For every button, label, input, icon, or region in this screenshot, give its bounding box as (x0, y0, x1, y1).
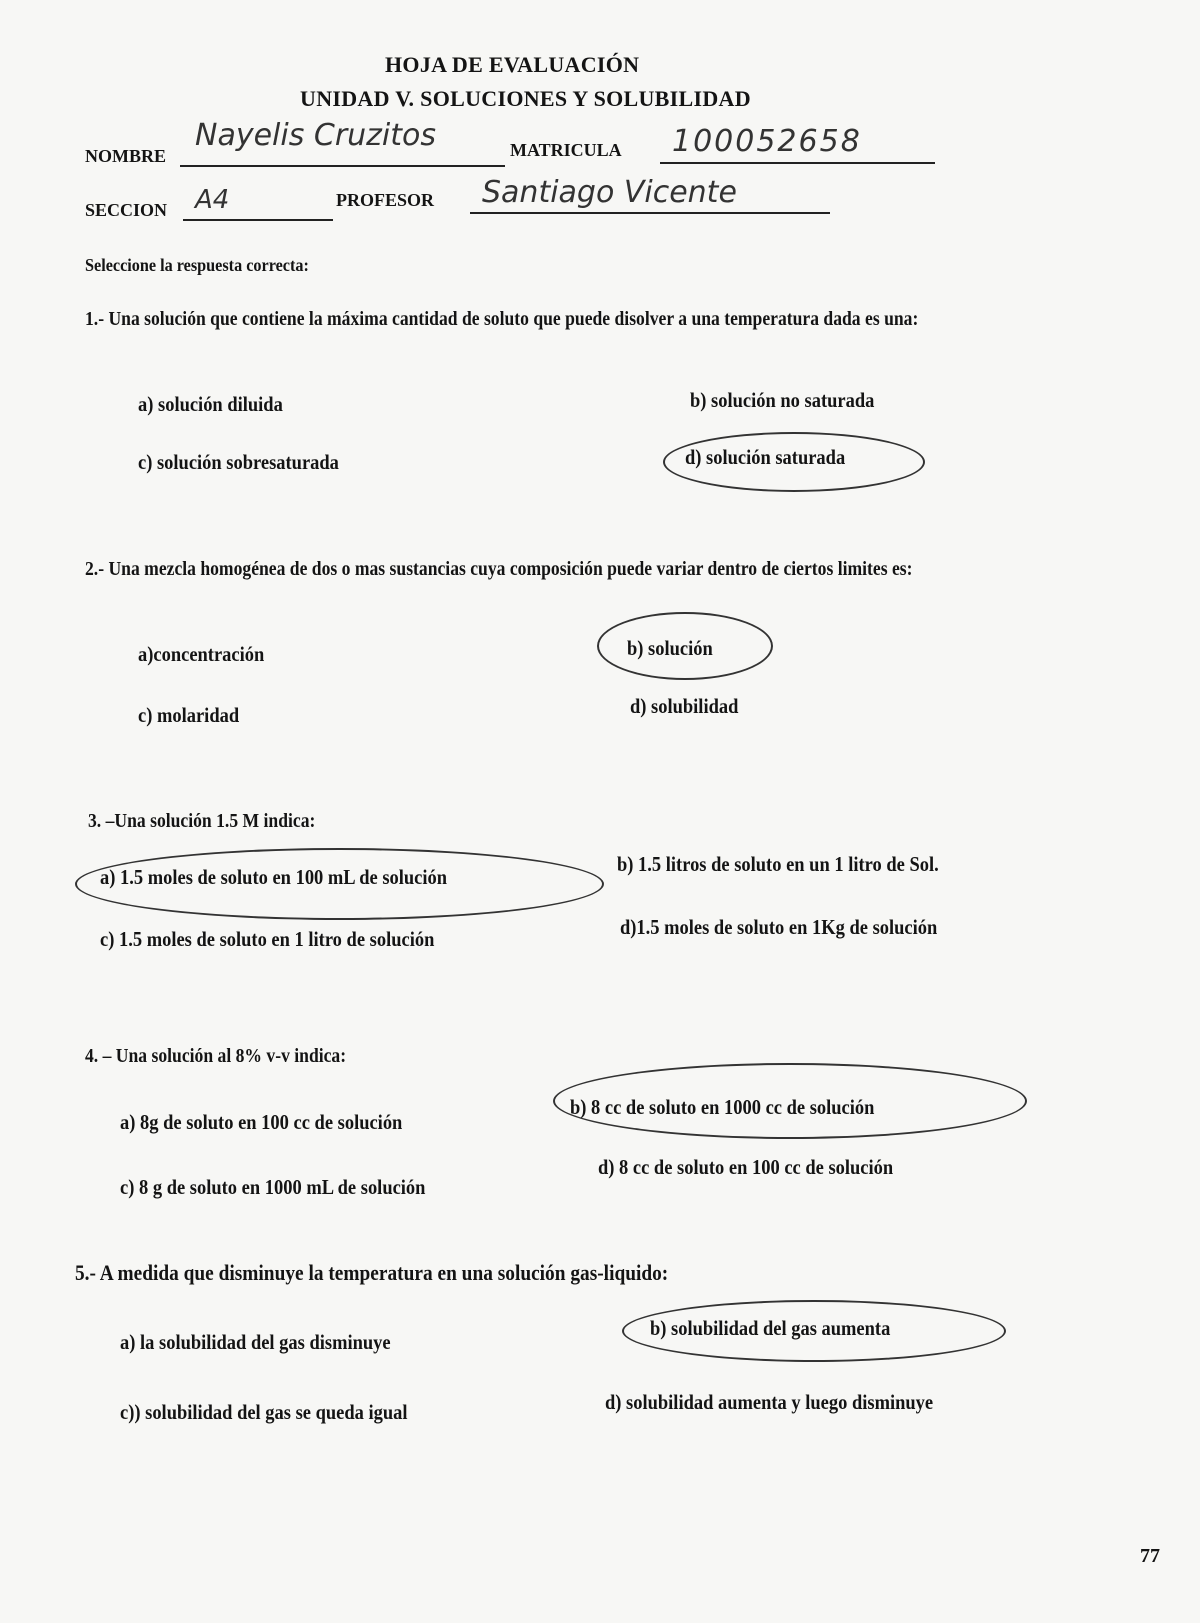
question-1: 1.- Una solución que contiene la máxima cantidad de soluto que puede disolver a una temperatura dada es una: (85, 308, 919, 330)
nombre-label: NOMBRE (85, 146, 166, 166)
q2-option-c[interactable]: c) molaridad (138, 703, 240, 727)
nombre-value: Nayelis Cruzitos (195, 118, 436, 153)
q4-option-d[interactable]: d) 8 cc de soluto en 100 cc de solución (598, 1155, 894, 1179)
matricula-value: 100052658 (672, 124, 862, 159)
q1-option-b[interactable]: b) solución no saturada (690, 388, 875, 412)
sheet-title: HOJA DE EVALUACIÓN (385, 52, 640, 77)
q2-option-a[interactable]: a)concentración (138, 642, 265, 666)
matricula-line (660, 162, 935, 164)
q4-option-a[interactable]: a) 8g de soluto en 100 cc de solución (120, 1110, 403, 1134)
q1-option-c[interactable]: c) solución sobresaturada (138, 450, 339, 474)
page-number: 77 (1140, 1545, 1160, 1567)
q2-option-b[interactable]: b) solución (627, 636, 713, 660)
question-2: 2.- Una mezcla homogénea de dos o mas sustancias cuya composición puede variar dentro de ciertos limites es: (85, 558, 913, 580)
seccion-label: SECCION (85, 200, 168, 220)
q4-option-c[interactable]: c) 8 g de soluto en 1000 mL de solución (120, 1175, 426, 1199)
profesor-line (470, 212, 830, 214)
profesor-value: Santiago Vicente (482, 175, 737, 210)
question-5: 5.- A medida que disminuye la temperatura en una solución gas-liquido: (75, 1260, 669, 1285)
seccion-value: A4 (195, 185, 230, 215)
answer-circle (597, 612, 773, 680)
nombre-line (180, 165, 505, 167)
answer-circle (622, 1300, 1006, 1362)
q4-option-b[interactable]: b) 8 cc de soluto en 1000 cc de solución (570, 1095, 875, 1119)
answer-circle (663, 432, 925, 492)
seccion-line (183, 219, 333, 221)
q3-option-d[interactable]: d)1.5 moles de soluto en 1Kg de solución (620, 915, 938, 939)
q1-option-a[interactable]: a) solución diluida (138, 392, 283, 416)
profesor-label: PROFESOR (336, 190, 435, 210)
sheet-subtitle: UNIDAD V. SOLUCIONES Y SOLUBILIDAD (300, 86, 751, 111)
q5-option-d[interactable]: d) solubilidad aumenta y luego disminuye (605, 1390, 934, 1414)
q5-option-a[interactable]: a) la solubilidad del gas disminuye (120, 1330, 391, 1354)
instruction: Seleccione la respuesta correcta: (85, 255, 309, 275)
q3-option-b[interactable]: b) 1.5 litros de soluto en un 1 litro de Sol. (617, 852, 939, 876)
matricula-label: MATRICULA (510, 140, 622, 160)
q5-option-b[interactable]: b) solubilidad del gas aumenta (650, 1316, 891, 1340)
answer-circle (75, 848, 604, 920)
q3-option-a[interactable]: a) 1.5 moles de soluto en 100 mL de solución (100, 865, 448, 889)
question-3: 3. –Una solución 1.5 M indica: (88, 810, 316, 832)
answer-circle (553, 1063, 1027, 1139)
q3-option-c[interactable]: c) 1.5 moles de soluto en 1 litro de solución (100, 927, 435, 951)
question-4: 4. – Una solución al 8% v-v indica: (85, 1045, 347, 1067)
q1-option-d[interactable]: d) solución saturada (685, 445, 846, 469)
q2-option-d[interactable]: d) solubilidad (630, 694, 739, 718)
q5-option-c[interactable]: c)) solubilidad del gas se queda igual (120, 1400, 408, 1424)
